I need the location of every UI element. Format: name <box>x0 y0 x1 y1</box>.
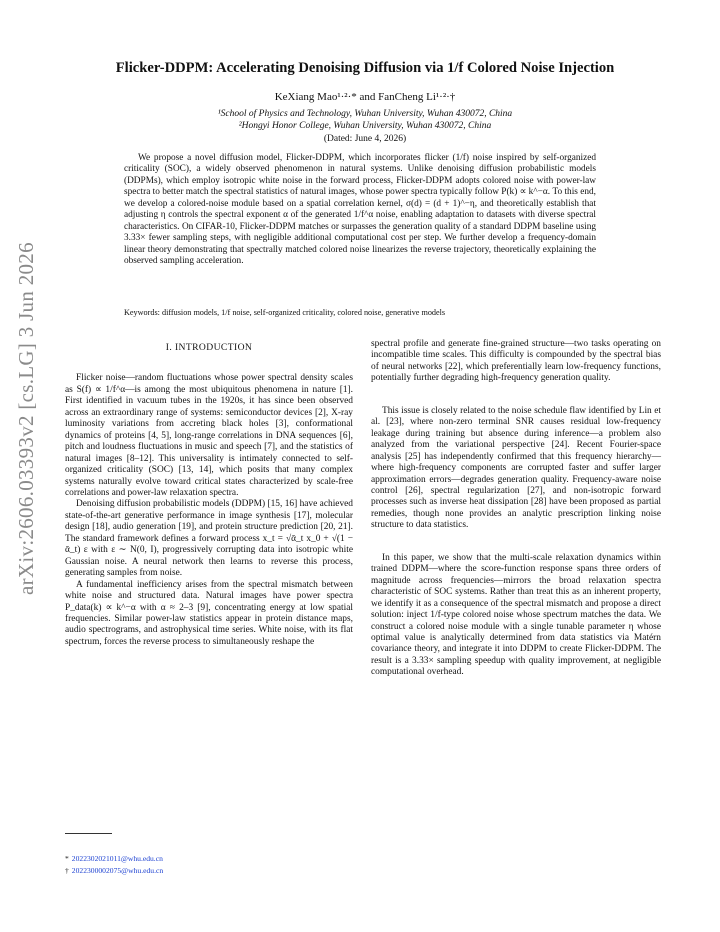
date-line: (Dated: June 4, 2026) <box>323 134 407 144</box>
footnote-1 <box>65 853 325 865</box>
footnote-mark: † <box>65 866 69 875</box>
paragraph-gap <box>371 385 661 406</box>
right-column <box>371 339 661 679</box>
keywords: Keywords: diffusion models, 1/f noise, self-organized criticality, colored noise, generative models <box>124 308 446 317</box>
email-link-2[interactable]: 2022300002075@whu.edu.cn <box>71 866 164 875</box>
footnotes <box>65 853 325 877</box>
section-heading-introduction: I. INTRODUCTION <box>165 342 253 353</box>
paragraph: spectral profile and generate fine-grained structure—two tasks operating on incompatible time scales. This difficulty is compounded by the spectral bias of neural networks [22], which preferentially learn low-frequency functions, potentially further degrading high-frequency generation quality. <box>371 339 661 384</box>
author-line: KeXiang Mao¹·²·* and FanCheng Li¹·²·† <box>274 91 456 103</box>
paper-title: Flicker-DDPM: Accelerating Denoising Diffusion via 1/f Colored Noise Injection <box>115 60 615 76</box>
email-link-1[interactable]: 2022302021011@whu.edu.cn <box>71 854 163 863</box>
paragraph-gap <box>371 532 661 553</box>
paragraph: In this paper, we show that the multi-scale relaxation dynamics within trained DDPM—where the score-function response spans three orders of magnitude across frequencies—mirrors the broad relaxation spectra characteristic of SOC systems. Rather than treat this as an inherent property, we identify it as a consequence of the spectral mismatch and propose a direct solution: inject 1/f-type colored noise whose spectrum matches the data. We construct a colored noise module with a single tunable parameter η whose optimal value is analytically determined from data statistics via Matérn covariance theory, and integrate it into DDPM to create Flicker-DDPM. The result is a 3.33× sampling speedup with quality improvement, at negligible computational overhead. <box>371 552 661 678</box>
affiliation-2: ²Hongyi Honor College, Wuhan University, Wuhan 430072, China <box>238 120 492 131</box>
paragraph: A fundamental inefficiency arises from the spectral mismatch between white noise and structured data. Natural images have power spectra P_data(k) ∝ k^−α with α ≈ 2–3 [9], concentrating energy at low spatial frequencies. Similar power-law statistics appear in protein distance maps, audio spectrograms, and astrophysical time series. White noise, with its flat spectrum, forces the reverse process to simultaneously reshape the <box>65 579 353 647</box>
arxiv-identifier-stamp: arXiv:2606.03393v2 [cs.LG] 3 Jun 2026 <box>14 242 38 595</box>
footnote-rule <box>65 833 112 834</box>
affiliation-1: ¹School of Physics and Technology, Wuhan University, Wuhan 430072, China <box>217 109 513 119</box>
affiliations <box>60 109 670 132</box>
footnote-2 <box>65 865 325 877</box>
abstract: We propose a novel diffusion model, Flicker-DDPM, which incorporates flicker (1/f) noise inspired by self-organized criticality (SOC), a widely observed phenomenon in natural systems. Unlike denoising diffusion probabilistic models (DDPMs), which employ isotropic white noise in the forward process, Flicker-DDPM adopts colored noise with power-law spectra to better match the spectral statistics of natural images, whose power spectra typically follow P(k) ∝ k^−α. To this end, we develop a colored-noise module based on a spatial correlation kernel, σ(d) = (d + 1)^−η, and theoretically establish that adjusting η controls the spectral exponent α of the generated 1/f^α noise, enabling adaptation to datasets with diverse spectral characteristics. On CIFAR-10, Flicker-DDPM matches or surpasses the generation quality of a standard DDPM baseline using 3.33× fewer sampling steps, with negligible additional computational cost per step. We further develop a frequency-domain linear theory demonstrating that spectrally matched colored noise linearizes the reverse trajectory, theoretically explaining the observed sampling acceleration. <box>124 153 596 267</box>
footnote-mark: * <box>65 854 69 863</box>
paragraph: Flicker noise—random fluctuations whose power spectral density scales as S(f) ∝ 1/f^α—is among the most ubiquitous phenomena in nature [1]. First identified in vacuum tubes in the 1920s, it has since been observed across an extraordinary range of systems: semiconductor devices [2], X-ray luminosity variations from accreting black holes [3], conformational dynamics of proteins [4, 5], long-range correlations in DNA sequences [6], pitch and loudness fluctuations in music and speech [7], and the statistics of natural images [8–12]. This universality is intimately connected to self-organized criticality (SOC) [13, 14], which posits that many complex systems naturally evolve toward critical states characterized by scale-free correlations and power-law relaxation spectra. <box>65 373 353 498</box>
left-column <box>65 338 353 648</box>
paragraph: This issue is closely related to the noise schedule flaw identified by Lin et al. [23], where non-zero terminal SNR causes residual low-frequency leakage during training but absence during inference—a problem also analyzed from the variational perspective [24]. Recent Fourier-space analysis [25] has independently confirmed that this frequency hierarchy—where high-frequency components are corrupted faster and suffer larger approximation errors—degrades generation quality. Frequency-aware noise control [26], spectral regularization [27], and non-isotropic forward processes such as inverse heat dissipation [28] have been proposed as partial remedies, though none provides an analytic prescription linking noise structure to data statistics. <box>371 405 661 531</box>
paragraph: Denoising diffusion probabilistic models (DDPM) [15, 16] have achieved state-of-the-art generative performance in image synthesis [17], molecular design [18], audio generation [19], and protein structure prediction [20, 21]. The standard framework defines a forward process x_t = √ᾱ_t x_0 + √(1 − ᾱ_t) ε with ε ∼ N(0, I), progressively corrupting data into isotropic white Gaussian noise. A neural network then learns to reverse this process, generating samples from noise. <box>65 499 353 579</box>
